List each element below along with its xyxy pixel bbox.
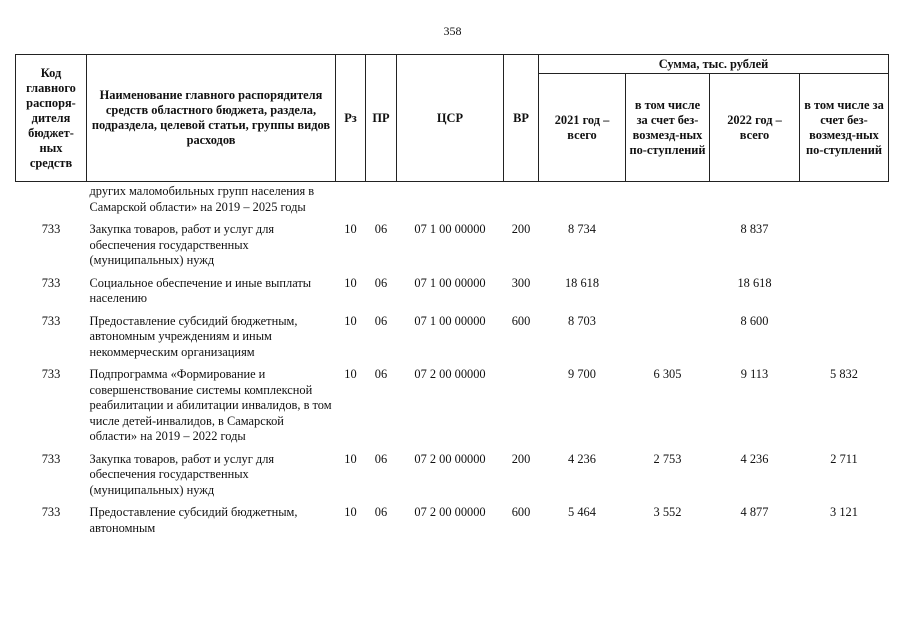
cell-pr: 06 <box>374 367 388 381</box>
cell-code: 733 <box>41 222 61 236</box>
cell-2022-free: 2 711 <box>830 451 858 466</box>
cell-rz: 10 <box>344 505 357 519</box>
cell-csr: 07 1 00 00000 <box>414 275 486 290</box>
table-row <box>16 360 889 445</box>
table-row <box>16 182 889 216</box>
cell-2021-total: 8 703 <box>568 313 596 328</box>
cell-rz: 10 <box>344 313 357 328</box>
cell-pr: 06 <box>374 451 388 466</box>
cell-2021-free: 2 753 <box>653 451 682 466</box>
table-row <box>16 498 889 536</box>
cell-2022-total: 18 618 <box>737 275 772 290</box>
table-row <box>16 445 889 499</box>
cell-2021-free: 6 305 <box>653 367 682 381</box>
cell-rz: 10 <box>344 222 357 236</box>
cell-rz: 10 <box>344 451 357 466</box>
cell-vr: 600 <box>511 505 531 519</box>
header-rz: Рз <box>336 55 366 182</box>
cell-2022-total: 4 236 <box>740 451 769 466</box>
cell-code: 733 <box>41 367 61 381</box>
cell-pr: 06 <box>374 275 388 290</box>
cell-csr: 07 2 00 00000 <box>414 367 486 381</box>
header-pr: ПР <box>366 55 397 182</box>
cell-name: Подпрограмма «Формирование и совершенствование системы комплексной реабилитации и абилитации инвалидов, в том числе детей-инвалидов, в Самарской области» на 2019 – 2022 годы <box>89 367 332 443</box>
cell-2021-free <box>626 307 710 361</box>
cell-pr <box>366 182 397 216</box>
cell-code: 733 <box>41 275 61 290</box>
cell-2022-free: 3 121 <box>830 505 858 519</box>
cell-vr: 600 <box>511 313 531 328</box>
cell-2021-total: 9 700 <box>568 367 596 381</box>
cell-csr: 07 2 00 00000 <box>414 451 486 466</box>
cell-2021-total: 18 618 <box>564 275 600 290</box>
cell-2022-total <box>710 182 800 216</box>
cell-2022-total: 8 837 <box>740 222 769 236</box>
cell-csr: 07 1 00 00000 <box>414 313 486 328</box>
cell-rz <box>336 182 366 216</box>
cell-vr <box>504 182 539 216</box>
cell-name: Закупка товаров, работ и услуг для обеспечения государственных (муниципальных) нужд <box>89 451 275 497</box>
header-2021-total: 2021 год – всего <box>539 74 626 182</box>
cell-2021-total: 8 734 <box>568 222 596 236</box>
cell-name: Закупка товаров, работ и услуг для обеспечения государственных (муниципальных) нужд <box>89 222 275 267</box>
cell-vr: 300 <box>511 275 531 290</box>
cell-2022-free <box>800 215 889 269</box>
cell-csr: 07 2 00 00000 <box>414 505 486 519</box>
header-csr: ЦСР <box>397 55 504 182</box>
header-name: Наименование главного распорядителя средств областного бюджета, раздела, подраздела, целевой статьи, группы видов расходов <box>87 55 336 182</box>
cell-2022-free <box>800 182 889 216</box>
cell-2022-free: 5 832 <box>830 367 858 381</box>
cell-pr: 06 <box>374 313 388 328</box>
cell-name: Социальное обеспечение и иные выплаты населению <box>89 275 312 305</box>
cell-name: других маломобильных групп населения в Самарской области» на 2019 – 2025 годы <box>89 184 315 214</box>
cell-2021-free <box>626 182 710 216</box>
cell-rz: 10 <box>344 367 357 381</box>
cell-2021-total <box>539 182 626 216</box>
cell-2021-free: 3 552 <box>653 505 682 519</box>
cell-2022-free <box>800 269 889 307</box>
header-2021-free: в том числе за счет без-возмезд-ных по-ступлений <box>626 74 710 182</box>
cell-pr: 06 <box>374 505 388 519</box>
cell-rz: 10 <box>344 275 357 290</box>
cell-2021-total: 4 236 <box>568 451 596 466</box>
table-header <box>16 55 889 182</box>
cell-code: 733 <box>41 451 61 466</box>
cell-2021-total: 5 464 <box>568 505 596 519</box>
header-code: Код главного распоря-дителя бюджет-ных средств <box>16 55 87 182</box>
table-row <box>16 215 889 269</box>
cell-name: Предоставление субсидий бюджетным, автономным учреждениям и иным некоммерческим организациям <box>89 313 298 359</box>
cell-csr: 07 1 00 00000 <box>414 222 486 236</box>
cell-2022-total: 4 877 <box>740 505 769 519</box>
cell-name: Предоставление субсидий бюджетным, автономным <box>89 505 298 535</box>
budget-table <box>15 54 889 536</box>
table-row <box>16 307 889 361</box>
cell-pr: 06 <box>374 222 388 236</box>
header-2022-total: 2022 год – всего <box>710 74 800 182</box>
cell-code <box>16 182 87 216</box>
cell-code: 733 <box>41 505 61 519</box>
cell-2021-free <box>626 269 710 307</box>
cell-vr: 200 <box>511 451 531 466</box>
table-body <box>16 182 889 537</box>
header-vr: ВР <box>504 55 539 182</box>
cell-code: 733 <box>41 313 61 328</box>
header-sum-group: Сумма, тыс. рублей <box>539 55 889 74</box>
cell-2021-free <box>626 215 710 269</box>
cell-vr: 200 <box>511 222 531 236</box>
header-2022-free: в том числе за счет без-возмезд-ных по-ступлений <box>800 74 889 182</box>
cell-csr <box>397 182 504 216</box>
cell-2022-free <box>800 307 889 361</box>
page-number: 358 <box>443 24 462 38</box>
cell-2022-total: 8 600 <box>740 313 769 328</box>
cell-2022-total: 9 113 <box>740 367 769 381</box>
table-row <box>16 269 889 307</box>
cell-vr <box>504 360 539 445</box>
